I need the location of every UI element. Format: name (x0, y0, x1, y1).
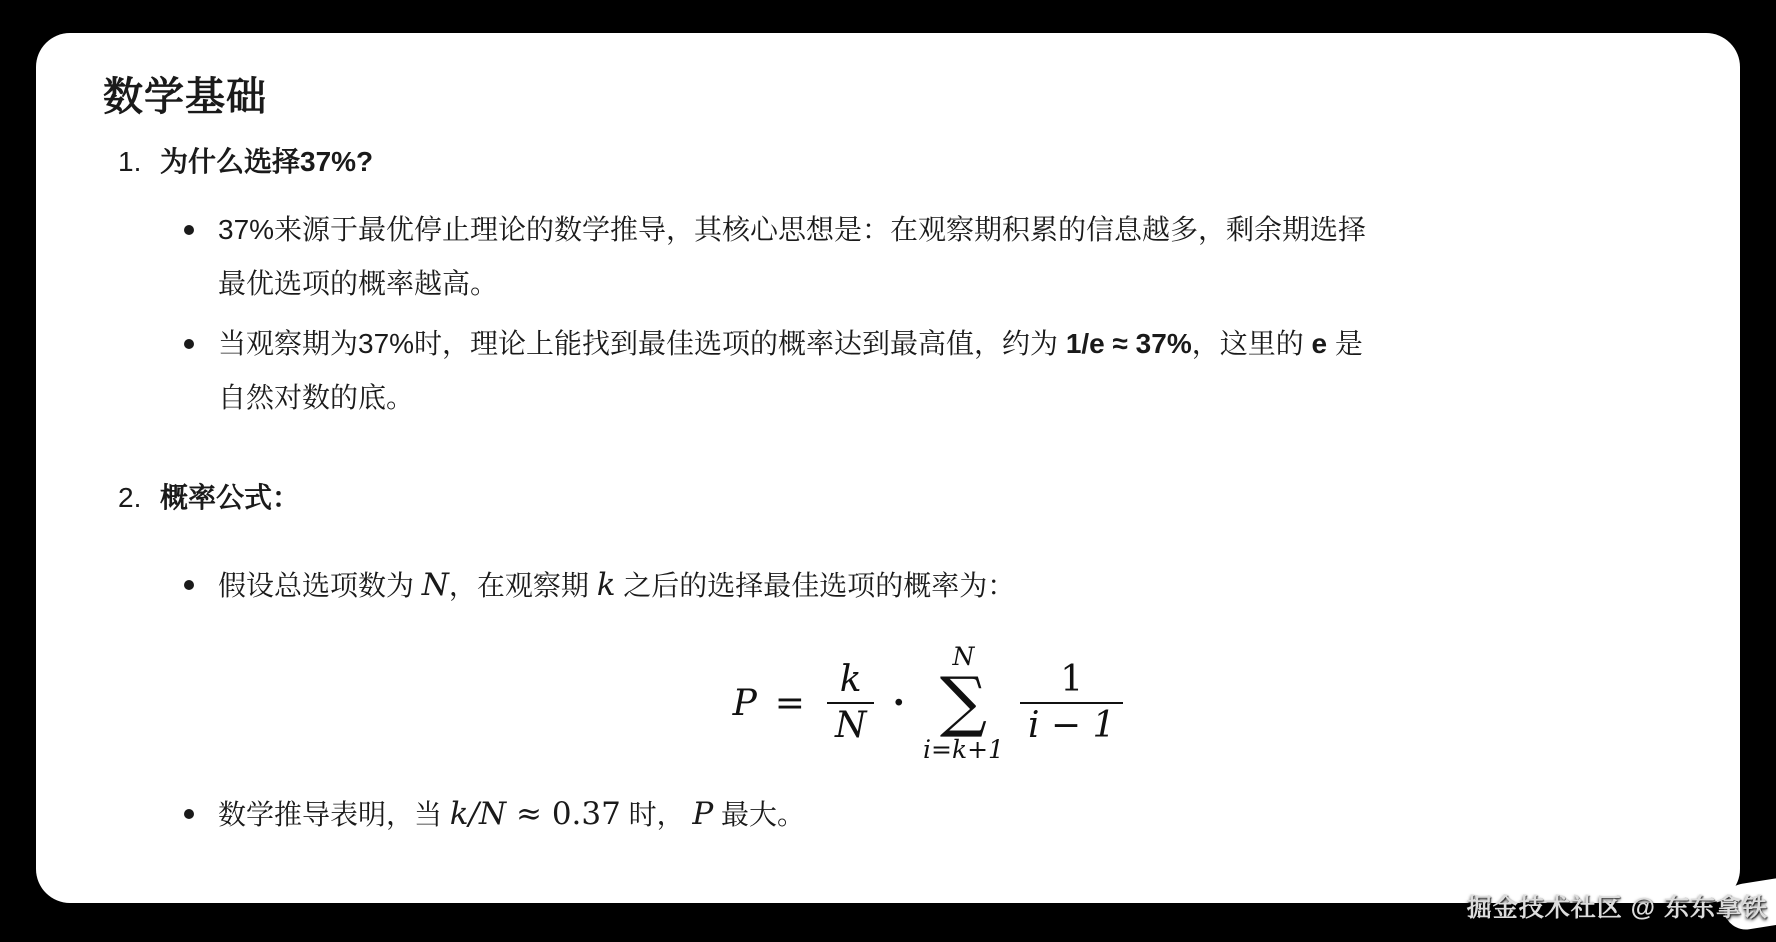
text-segment-bold: e (1311, 328, 1328, 359)
item-1-bullets (184, 203, 1676, 425)
watermark: 掘金技术社区 @ 东东拿铁 (1466, 894, 1768, 922)
text-segment: 假设总选项数为 (218, 570, 422, 601)
math-var-k: k (596, 567, 616, 603)
bullet-dot-icon (184, 339, 194, 349)
text-segment: ，在观察期 (448, 570, 597, 601)
sigma-icon: ∑ (939, 662, 988, 740)
list-item-1 (118, 145, 1676, 179)
list-item-2-heading: 概率公式： (160, 482, 301, 513)
text-segment: 是自然对数的底。 (218, 328, 1363, 413)
text-segment: ，这里的 (1191, 328, 1312, 359)
math-k-over-N: k/N (449, 796, 507, 832)
formula-equals-sign: = (774, 682, 805, 724)
page-title: 数学基础 (103, 75, 267, 119)
bullet-dot-icon (184, 225, 194, 235)
list-item-1-number: 1. (118, 146, 142, 177)
bullet-text (218, 317, 1368, 425)
summation-lower-limit: i=k+1 (923, 735, 1004, 765)
formula-summation (923, 641, 1004, 765)
bullet-conclusion (184, 787, 1394, 842)
bullet-text (218, 558, 1368, 613)
formula-fraction-1-over-i-minus-1 (1020, 659, 1123, 746)
text-segment: 之后的选择最佳选项的概率为： (615, 570, 1016, 601)
summation-upper-limit: N (952, 641, 975, 671)
fraction-denominator: N (827, 702, 875, 744)
bullet-dot-icon (184, 580, 194, 590)
fraction-numerator: k (839, 659, 862, 700)
text-segment: 时， (620, 799, 693, 830)
list-item-1-heading: 为什么选择37%? (160, 146, 374, 177)
text-segment: 当观察期为37%时，理论上能找到最佳选项的概率达到最高值，约为 (218, 328, 1066, 359)
bullet-probability-setup (184, 558, 1394, 613)
bullet-text (218, 787, 1368, 842)
item-2-bullets (184, 558, 1676, 842)
math-var-P: P (692, 796, 714, 832)
text-segment-bold: 1/e ≈ 37% (1065, 328, 1192, 359)
probability-formula (184, 641, 1676, 765)
math-var-N: N (421, 567, 449, 603)
fraction-denominator: i − 1 (1020, 702, 1123, 744)
formula-fraction-k-over-N (827, 659, 875, 746)
fraction-numerator: 1 (1060, 659, 1084, 700)
bullet-text: 37%来源于最优停止理论的数学推导，其核心思想是：在观察期积累的信息越多，剩余期选择最优选项的概率越高。 (218, 214, 1367, 299)
text-segment: 最大。 (713, 799, 806, 830)
formula-multiplication-dot: · (892, 682, 906, 724)
bullet-37-derivation (184, 203, 1394, 311)
content-card (36, 33, 1740, 903)
list-item-2 (118, 481, 1676, 515)
bullet-dot-icon (184, 809, 194, 819)
text-segment: 数学推导表明，当 (218, 799, 450, 830)
list-item-2-number: 2. (118, 482, 142, 513)
bullet-observation-period (184, 317, 1394, 425)
math-approx-037: ≈ 0.37 (506, 796, 621, 832)
formula-lhs-P: P (732, 682, 757, 724)
